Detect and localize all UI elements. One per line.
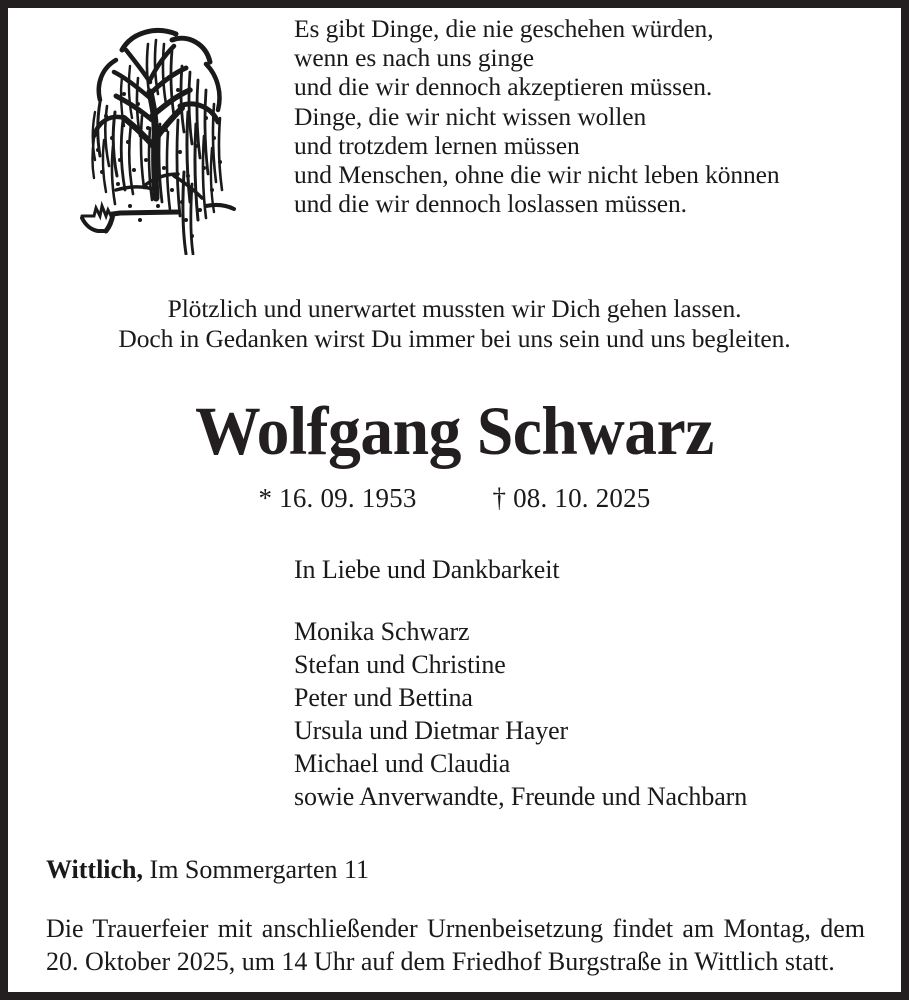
family-member: sowie Anverwandte, Freunde und Nachbarn: [294, 782, 748, 811]
birth-date: 16. 09. 1953: [279, 483, 417, 513]
farewell-line: Doch in Gedanken wirst Du immer bei uns sein und uns begleiten.: [118, 323, 791, 353]
weeping-willow-icon: [60, 20, 260, 255]
death-date: 08. 10. 2025: [513, 483, 651, 513]
address-city: Wittlich,: [46, 855, 144, 884]
deceased-name: Wolfgang Schwarz: [195, 393, 714, 469]
family-block: [294, 553, 871, 813]
header-row: [38, 8, 871, 258]
poem-line: und die wir dennoch akzeptieren müssen.: [294, 72, 713, 102]
funeral-details: Die Trauerfeier mit anschließender Urnenbeisetzung findet am Montag, dem 20. Oktober 2025, um 14 Uhr auf dem Friedhof Burgstraße in Wittlich statt.: [46, 914, 865, 976]
poem-line: und die wir dennoch loslassen müssen.: [294, 189, 687, 219]
family-member: Stefan und Christine: [294, 650, 506, 679]
address-line: [46, 855, 871, 885]
poem-line: und trotzdem lernen müssen: [294, 130, 580, 160]
family-member: Ursula und Dietmar Hayer: [294, 716, 569, 745]
life-dates: [38, 483, 871, 513]
family-lead-text: In Liebe und Dankbarkeit: [294, 555, 560, 584]
farewell-line: Plötzlich und unerwartet mussten wir Dich gehen lassen.: [167, 294, 742, 323]
address-street: Im Sommergarten 11: [149, 855, 370, 884]
poem-line: Es gibt Dinge, die nie geschehen würden,: [294, 14, 714, 43]
family-member: Peter und Bettina: [294, 683, 473, 712]
poem-line: wenn es nach uns ginge: [294, 43, 534, 73]
poem-line: und Menschen, ohne die wir nicht leben können: [294, 160, 780, 190]
death-symbol: †: [492, 483, 507, 513]
poem-line: Dinge, die wir nicht wissen wollen: [294, 101, 647, 131]
farewell-message: [38, 294, 871, 353]
birth-symbol: *: [258, 483, 273, 513]
notice-inner: [8, 8, 901, 992]
family-member: Michael und Claudia: [294, 749, 511, 778]
memorial-poem: [294, 14, 780, 218]
family-member: Monika Schwarz: [294, 617, 470, 646]
